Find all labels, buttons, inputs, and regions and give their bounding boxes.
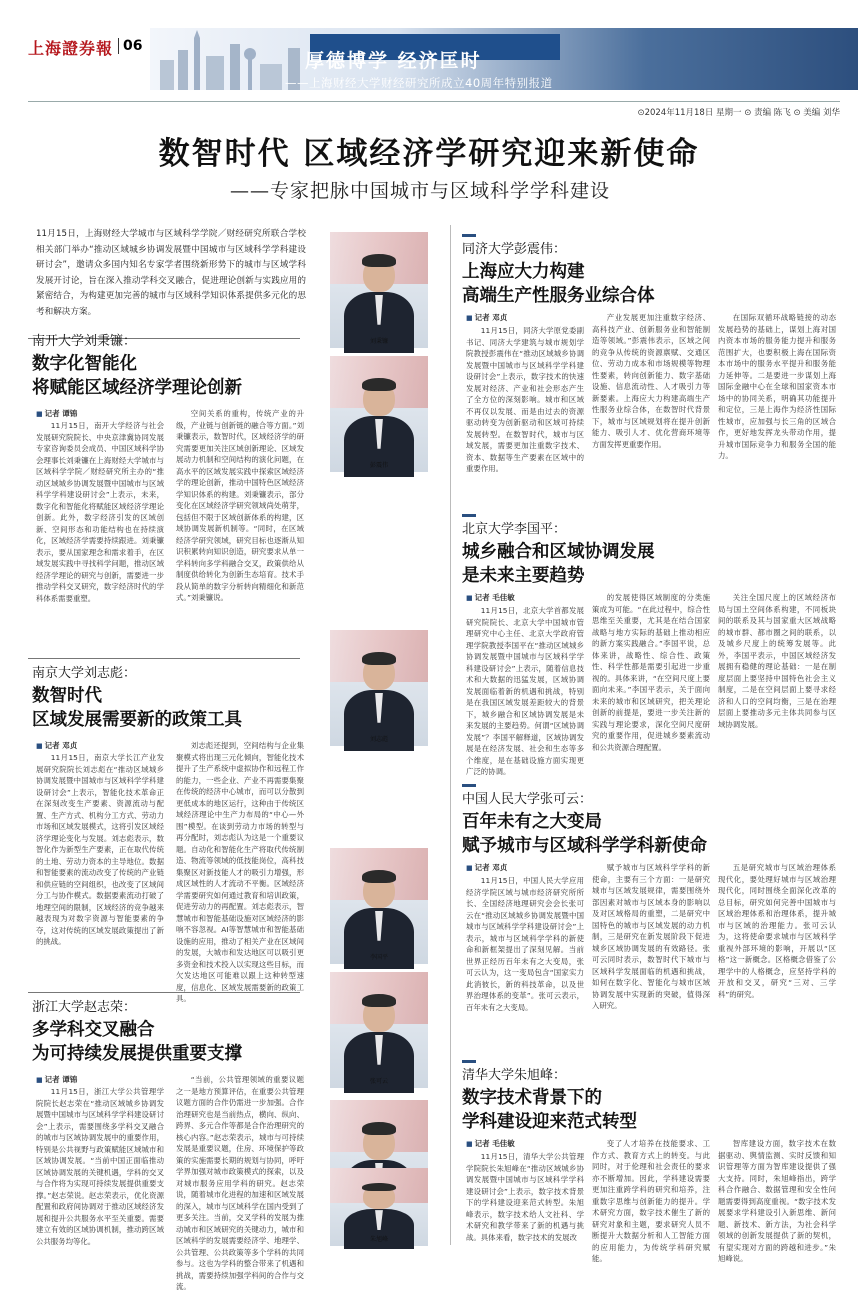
speaker-name: 清华大学朱旭峰： (462, 1068, 567, 1083)
intro-paragraph (36, 227, 306, 321)
section-accent (462, 514, 476, 517)
article-column (592, 312, 710, 493)
newspaper-brand: 上海證券報 (28, 39, 114, 58)
section-headline-line1: 数字技术背景下的 (462, 1088, 602, 1108)
section-rule (28, 658, 300, 659)
article-text: 11月15日，南京大学长江产业发展研究院院长刘志彪在“推动区域城乡协调发展暨中国城市与区域科学学科建设研讨会”上表示，智能化技术革命正在深刻改变生产要素、资源流动与配置、生产方式、机构分工方式、劳动力市场和区域发展模式，这将引发区域经济学理论变化与发展。刘志彪表示，数智化作为新型生产要素，正在取代传统的土地、劳动力资本的主导地位。数据和智能要素的流动改变了传统的产业链和供应链的空间组织，也改变了区域间分工与协作模式。数据要素流动打破了地理空间的限制，区域经济的竞争越来越表现为对数字资源与智能要素的争夺，这对传统的区域发展政策提出了新的挑战。 (36, 753, 164, 946)
section-headline-line2: 将赋能区域经济学理论创新 (32, 378, 242, 398)
article-column (466, 1151, 584, 1245)
section-headline-line2: 为可持续发展提供重要支撑 (32, 1044, 242, 1064)
section-headline-line1: 数智时代 (32, 686, 102, 706)
article-column (718, 862, 836, 1043)
section-title-nanjing (32, 662, 312, 732)
reporter-byline: ■ 记者 毛佳敏 (466, 592, 515, 603)
portrait-photo (330, 356, 428, 472)
article-column (718, 1138, 836, 1263)
speaker-name: 北京大学李国平： (462, 522, 567, 537)
portrait-photo (330, 630, 428, 746)
article-column (592, 862, 710, 1043)
article-text: 空间关系的重构，传统产业的升级，产业链与创新链的融合等方面。”刘秉镰表示，数智时代，区域经济学的研究需要更加关注区域创新理论、区域发展动力机制和空间结构的演化问题，在高水平的区域发展实践中探索区域经济学的理论创新，推动中国特色区域经济学知识体系的构建。刘秉镰表示，部分变化在区域经济学研究领域尚处萌芽，包括但不限于区域创新体系的构建，区域协调发展新机制等。“同时，在区域经济学研究领域，研究目标也逐渐从知识积累转向知识创造，研究要求从单一学科转向多学科融合交叉，政策供给从制度供给转化为创新生态培育。技术手段从简单的数字分析转向精细化和新范式。”刘秉镰说。 (176, 409, 304, 602)
article-column (176, 740, 304, 1003)
section-title-renmin (462, 788, 842, 858)
article-text: 刘志彪还提到，空间结构与企业集聚模式将出现三元化倾向，智能化技术提升了生产系统中虚拟协作和远程工作的能力，一些企业、产业不再需要集聚在传统的经济中心城市，而可以分散到更低成本的地区运行，这种由于传统区域经济理论中生产力布局的“中心—外围”模型。在谈到劳动力市场的转型与再分配时，刘志彪认为这是一个重要议题。自动化和智能化生产将取代传统制造、物流等领域的低技能岗位，高科技集聚区对新技能人才的吸引力增强，形成区域性的人才流动不平衡。区域经济学需要研究如何通过教育和培训政策，促进劳动力的再配置。刘志彪表示，智慧城市和智能基础设施对区域经济的影响不容忽视。AI等智慧城市和智能基础设施的应用，推动了相关产业在区域间的发展，大城市和发达地区可以吸引更多资金和技术投入以实现这些目标，而欠发达地区可能难以跟上这种转型速度，信息化、区域发展需要新的政策工具。 (176, 741, 304, 1003)
section-headline-line1: 百年未有之大变局 (462, 812, 602, 832)
reporter-byline: ■ 记者 谭锦 (36, 408, 77, 419)
photo-caption: 刘志彪 (369, 736, 388, 743)
photo-caption: 刘秉镰 (369, 338, 388, 345)
dateline: ⊙2024年11月18日 星期一 ⊙ 责编 陈飞 ⊙ 美编 刘华 (637, 108, 840, 118)
reporter-byline: ■ 记者 毛佳敏 (466, 1138, 515, 1149)
article-column (176, 1074, 304, 1291)
article-text: 产业发展更加注重数字经济、高科技产业、创新服务业和智能制造等领域。”彭震伟表示，区域之间的竞争从传统的资源禀赋、交通区位、劳动力成本和市场规模等物理性要素，转向创新能力、数字基础设施、信息流动性、人才吸引力等新要素。上海应大力构建高端生产性服务业综合体，在数智时代背景下，城市与区域规划将在提升创新能力、吸引人才、优化营商环境等方面发挥更重要作用。 (592, 313, 710, 449)
article-text: 11月15日，清华大学公共管理学院院长朱旭峰在“推动区域城乡协调发展暨中国城市与区域科学学科建设研讨会”上表示，数字技术背景下的学科建设迎来范式转型。朱旭峰表示，数字技术给人文社科、学术研究和教学带来了新的机遇与挑战。具体来看，数字技术的发展改 (466, 1152, 584, 1242)
section-accent (462, 784, 476, 787)
article-text: 变了人才培养在技能要求、工作方式、教育方式上的转变。与此同时，对于伦理和社会责任的要求亦不断增加。因此，学科建设需要更加注重跨学科的研究和培养，注重数字思维与创新能力的提升。学术研究方面，数字技术催生了新的研究对象和主题，要求研究人员不断提升大数据分析和人工智能方面的应用能力，为传统学科研究赋能。 (592, 1139, 710, 1263)
section-title-nankai (32, 330, 312, 400)
article-text: 11月15日，中国人民大学应用经济学院区域与城市经济研究所所长、全国经济地理研究会会长张可云在“推动区域城乡协调发展暨中国城市与区域科学学科建设研讨会”上表示，城市与区域科学学科的新使命和新框架提出了深刻见解。当前世界正经历百年未有之大变局，张可云认为，这一变局包含“国家实力此消彼长，新的科技革命，以及世界治理体系的变革”。张可云表示，百年未有之大变局。 (466, 876, 584, 1012)
section-title-peking (462, 518, 832, 588)
section-headline-line2: 高端生产性服务业综合体 (462, 286, 655, 306)
photo-caption: 朱旭峰 (369, 1236, 388, 1243)
section-headline-line2: 学科建设迎来范式转型 (462, 1112, 637, 1132)
photo-caption: 张可云 (369, 1078, 388, 1085)
article-text: 11月15日，浙江大学公共管理学院院长赵志荣在“推动区域城乡协调发展暨中国城市与区域科学学科建设研讨会”上表示，需要围绕多学科交叉融合的城市与区域协调发展中的重要作用，特别是公共视野与政策赋能区域城市和区域协调发展。“当前中国正面临推动区域协调发展的关键机遇，学科的交叉与合作将为实现可持续发展提供重要支撑。”赵志荣说。赵志荣表示，优化资源配置和政府间协调对于推动区域经济发展和提升公共服务水平至关重要。需要建立有效的区域协调机制，推动跨区域公共服务均等化。 (36, 1087, 164, 1246)
portrait-photo (330, 972, 428, 1088)
portrait-photo (330, 232, 428, 348)
article-column (36, 752, 164, 978)
speaker-name: 中国人民大学张可云： (462, 792, 593, 807)
section-title-zhejiang (32, 996, 332, 1066)
article-text: 的发展使得区域制度的分类施策成为可能。“在此过程中，综合性思维至关重要，尤其是在结合国家战略与地方实际的基础上推动相应的新方案实践融合。”李国平说，总体来讲，战略性、综合性、政策性、科学性都是需要引起进一步重视的。具体来讲，“在空间尺度上要面向未来。”李国平表示，关于面向未来的城市和区域研究，把关理论创新的前提是，要进一步关注新的实践与理论要求，深化空间尺度研究的重要作用，促进城乡要素流动和公共资源合理配置。 (592, 593, 710, 752)
photo-caption: 李国平 (369, 954, 388, 961)
article-column (718, 592, 836, 773)
reporter-byline: ■ 记者 邓贞 (36, 740, 77, 751)
article-text: 赋予城市与区域科学学科的新使命，主要有三个方面：一是研究城市与区域发展规律，需要围绕外部因素对城市与区域本身的影响以及对区域格局的重塑，二是研究中国特色的城市与区域发展的动力机制，三是研究在新发展阶段下促进城乡区域协调发展的有效路径。张可云同时表示，数智时代下城市与区域科学发展面临的机遇和挑战，如何在数字化、智能化与城市区域协调发展中实现新的突破，值得深入研究。 (592, 863, 710, 1010)
portrait-photo (330, 848, 428, 964)
banner-subtitle: ——上海财经大学财经研究所成立40周年特别报道 (285, 76, 553, 90)
section-headline-line2: 赋予城市与区域科学学科新使命 (462, 836, 707, 856)
portrait-photo (330, 1168, 428, 1246)
banner-title: 厚德博学 经济匡时 (305, 50, 482, 72)
main-subhead: ——专家把脉中国城市与区域科学学科建设 (230, 180, 611, 202)
section-title-tsinghua (462, 1064, 832, 1134)
article-text: 关注全国尺度上的区域经济布局与国土空间体系构建，不同板块间的联系及其与国家重大区域战略的城市群、都市圈之间的联系，以及城乡尺度上的统筹发展等。此外，李国平表示，中国区域经济发展拥有稳健的理论基础：一是在制度层面上要坚持中国特色社会主义制度，二是在空间层面上要寻求经济和人口的空间均衡，三是在治理层面上要推动多元主体共同参与区域协调发展。 (718, 593, 836, 729)
article-column (592, 1138, 710, 1263)
section-title-tongji (462, 238, 832, 308)
article-text: 11月15日，同济大学原党委副书记、同济大学建筑与城市规划学院教授彭震伟在“推动区域城乡协调发展暨中国城市与区域科学学科建设研讨会”上表示，数字技术的快速发展对经济、产业和社会形态产生了全方位的深刻影响。城市和区域不再仅以发展、而是由过去的资源驱动转变为创新驱动和区域可持续发展转型。在数智时代，城市与区域发展，需要更加注重数字技术、资本、数据等生产要素在区域中的重要作用。 (466, 326, 584, 473)
header-rule (28, 101, 840, 102)
column-divider (450, 225, 451, 1245)
article-column (36, 1086, 164, 1246)
reporter-byline: ■ 记者 邓贞 (466, 862, 507, 873)
section-headline-line1: 上海应大力构建 (462, 262, 585, 282)
speaker-name: 南京大学刘志彪： (32, 666, 137, 681)
reporter-byline: ■ 记者 谭锦 (36, 1074, 77, 1085)
article-text: 11月15日，北京大学首都发展研究院院长、北京大学中国城市管理研究中心主任、北京大学政府管理学院教授李国平在“推动区域城乡协调发展暨中国城市与区域科学学科建设研讨会”上表示，随着信息技术和大数据的迅猛发展，区域协调发展面临着新的机遇和挑战，特别是在我国区域发展差距较大的背景下，城乡融合和区域协调发展是未来发展的主要趋势。何谓“区域协调发展”？李国平解释道，区域协调发展是在经济发展、社会和生态等多个维度，是在基础设施方面实现更广泛的协调。 (466, 606, 584, 776)
speaker-name: 同济大学彭震伟： (462, 242, 567, 257)
article-text: 五是研究城市与区域治理体系现代化，要处理好城市与区域治理现代化，同时围绕全面深化改革的总目标，研究如何完善中国城市与区域治理体系和治理体系，提升城市与区域的治理能力。张可云认为，这将使命要求城市与区域科学重视外部环境的影响，开展以“区格”这一新概念。区格概念借鉴了公理学中的人格概念，应坚持学科的开放和交叉，研究“三对、三学科”的研究。 (718, 863, 836, 999)
article-column (718, 312, 836, 493)
speaker-name: 浙江大学赵志荣： (32, 1000, 137, 1015)
speaker-name: 南开大学刘秉镰： (32, 334, 137, 349)
article-text: “当前，公共管理领域的重要议题之一是地方预算评估，在重要公共管理议题方面的合作仍需进一步加强。合作治理研究也是当前热点，横向、纵向、跨界、多元合作等都是合作治理研究的核心内容。”赵志荣表示，城市与可持续发展是重要议题，住房、环境保护等政策的实施需要长期的规划与协同，呼吁学界加强对城市政策模式的探索，以及对城市服务应用学科的研究。赵志荣说，随着城市化进程的加速和区域发展的深入，城市与区域科学在国内受到了更多关注。当前，交叉学科的发展为推动城市和区域研究的关键动力，城市和区域科学的发展需要经济学、地理学、公共管理、公共政策等多个学科的共同参与。这也为学科的整合带来了机遇和挑战，需要持续加强学科间的合作与交流。 (176, 1075, 304, 1291)
section-headline-line1: 多学科交叉融合 (32, 1020, 155, 1040)
article-column (466, 325, 584, 493)
section-accent (462, 234, 476, 237)
section-accent (462, 1060, 476, 1063)
section-headline-line2: 区域发展需要新的政策工具 (32, 710, 242, 730)
photo-caption: 彭震伟 (369, 462, 388, 469)
article-column (36, 420, 164, 640)
reporter-byline: ■ 记者 邓贞 (466, 312, 507, 323)
main-headline: 数智时代 区域经济学研究迎来新使命 (158, 136, 700, 172)
section-headline-line1: 数字化智能化 (32, 354, 137, 374)
page-number: 06 (118, 38, 142, 54)
section-headline-line1: 城乡融合和区域协调发展 (462, 542, 655, 562)
article-column (466, 605, 584, 776)
article-column (176, 408, 304, 640)
masthead (0, 0, 858, 118)
section-headline-line2: 是未来主要趋势 (462, 566, 585, 586)
section-rule (28, 992, 300, 993)
article-text: 在国际双循环战略链接的动态发展趋势的基础上，谋划上海对国内资本市场的服务能力提升和服务范围扩大，也要积极上海在国际资本市场中的服务水平提升和服务能力延伸等。二是要进一步谋划上海国际金融中心在全球和国家资本市场中的协同关系，明确其功能提升和定位，三是上海作为经济性国际性城市，应加强与长三角的区域合作，更好地发挥龙头带动作用，提升城市国际竞争力和服务全国的能力。 (718, 313, 836, 460)
article-column (466, 875, 584, 1043)
article-text: 智库建设方面，数字技术在数据驱动、舆情监测、实时反馈和知识管理等方面为智库建设提供了强大支持。同时，朱旭峰指出，跨学科合作融合、数据管理和安全性问题需要得到高度重视。“数字技术发展要求学科建设引入新思维、新问题、新技术、新方法，为社会科学领域的创新发展提供了新的契机，有望实现对方面的跨越和进步。”朱旭峰说。 (718, 1139, 836, 1263)
article-text: 11月15日，南开大学经济与社会发展研究院院长、中央京津冀协同发展专家咨询委员会成员、中国区域科学协会理事长刘秉镰在上海财经大学城市与区域科学学院／财经研究所主办的“推动区域城乡协调发展暨中国城市与区域科学学科建设研讨会”上表示，未来，数字化和智能化将赋能区域经济学理论创新。此外，数字经济引发的区域创新、空间形态和功能结构也在持续演化，区域经济学需要持续跟进。刘秉镰表示，要从国家理念和需求着手，在区域发展实践中寻找科学问题，推动区域经济学理论的研究与创新，需要进一步推动学科交叉研究，数字经济时代的学科体系需要重塑。 (36, 421, 164, 603)
article-column (592, 592, 710, 773)
intro-text: 11月15日，上海财经大学城市与区域科学学院／财经研究所联合学校相关部门举办“推动区域城乡协调发展暨中国城市与区域科学学科建设研讨会”，邀请众多国内知名专家学者围绕新形势下的城市与区域学科发展开讨论，旨在深入推动学科交叉融合，促进理论创新与实践应用的紧密结合，为构建更加完善的城市与区域科学知识体系提供多元化的思考和解决方案。 (36, 229, 306, 317)
